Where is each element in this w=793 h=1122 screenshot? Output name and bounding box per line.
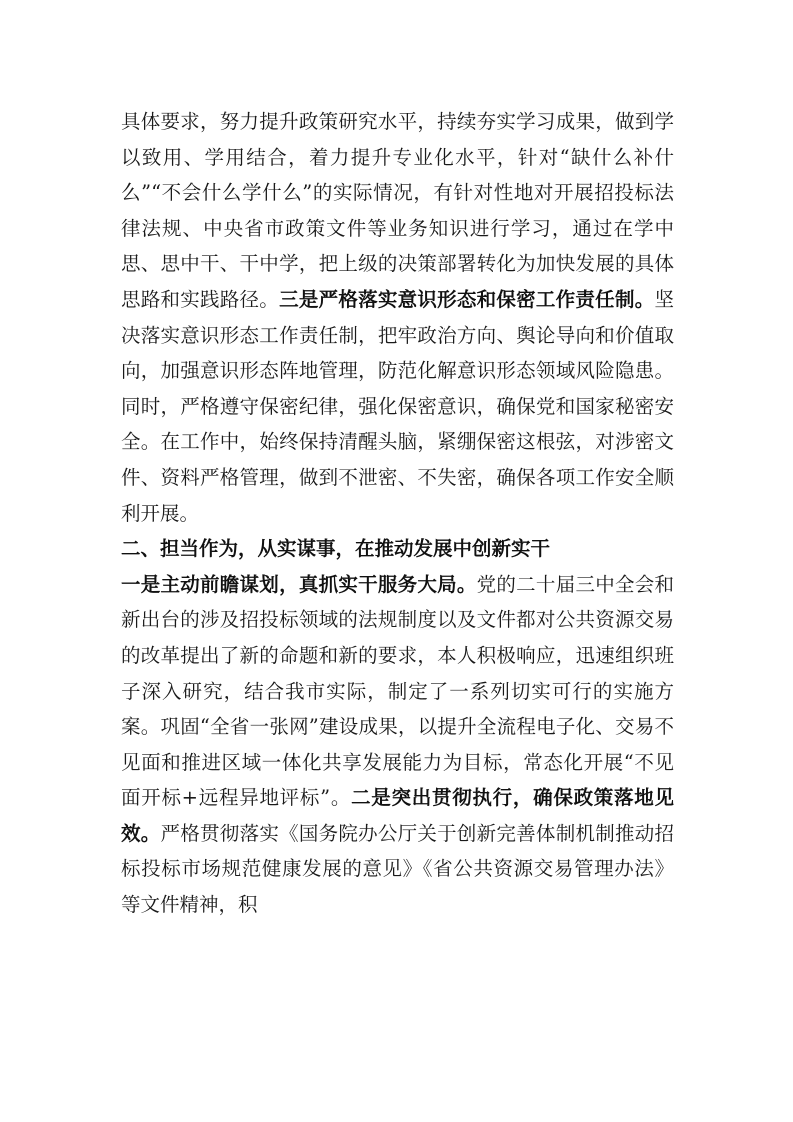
lead-sentence-two: 二是突出贯彻执行，确保政策落地见效。 (121, 786, 674, 845)
lead-sentence-one: 一是主动前瞻谋划，真抓实干服务大局。 (121, 572, 477, 596)
paragraph-proactive-planning (121, 567, 674, 923)
paragraph-text: 坚决落实意识形态工作责任制，把牢政治方向、舆论导向和价值取向，加强意识形态阵地管理，防范化解意识形态领域风险隐患。同时，严格遵守保密纪律，强化保密意识，确保党和国家秘密安全。在工作中，始终保持清醒头脑，紧绷保密这根弦，对涉密文件、资料严格管理，做到不泄密、不失密，确保各项工作安全顺利开展。 (121, 287, 674, 525)
paragraph-text: 具体要求，努力提升政策研究水平，持续夯实学习成果，做到学以致用、学用结合，着力提升专业化水平，针对“缺什么补什么”“不会什么学什么”的实际情况，有针对性地对开展招投标法律法规、中央省市政策文件等业务知识进行学习，通过在学中思、思中干、干中学，把上级的决策部署转化为加快发展的具体思路和实践路径。 (121, 110, 674, 311)
lead-sentence-three: 三是严格落实意识形态和保密工作责任制。 (279, 287, 655, 311)
section-heading-two: 二、担当作为，从实谋事，在推动发展中创新实干 (121, 537, 551, 561)
paragraph-text: 党的二十届三中全会和新出台的涉及招投标领域的法规制度以及文件都对公共资源交易的改革提出了新的命题和新的要求，本人积极响应，迅速组织班子深入研究，结合我市实际，制定了一系列切实可行的实施方案。巩固“全省一张网”建设成果，以提升全流程电子化、交易不见面和推进区域一体化共享发展能力为目标，常态化开展“不见面开标+远程异地评标”。 (121, 572, 674, 810)
document-body (121, 104, 674, 923)
paragraph-ideological-security (121, 104, 674, 531)
paragraph-text: 严格贯彻落实《国务院办公厅关于创新完善体制机制推动招标投标市场规范健康发展的意见》《省公共资源交易管理办法》等文件精神，积 (121, 821, 674, 917)
